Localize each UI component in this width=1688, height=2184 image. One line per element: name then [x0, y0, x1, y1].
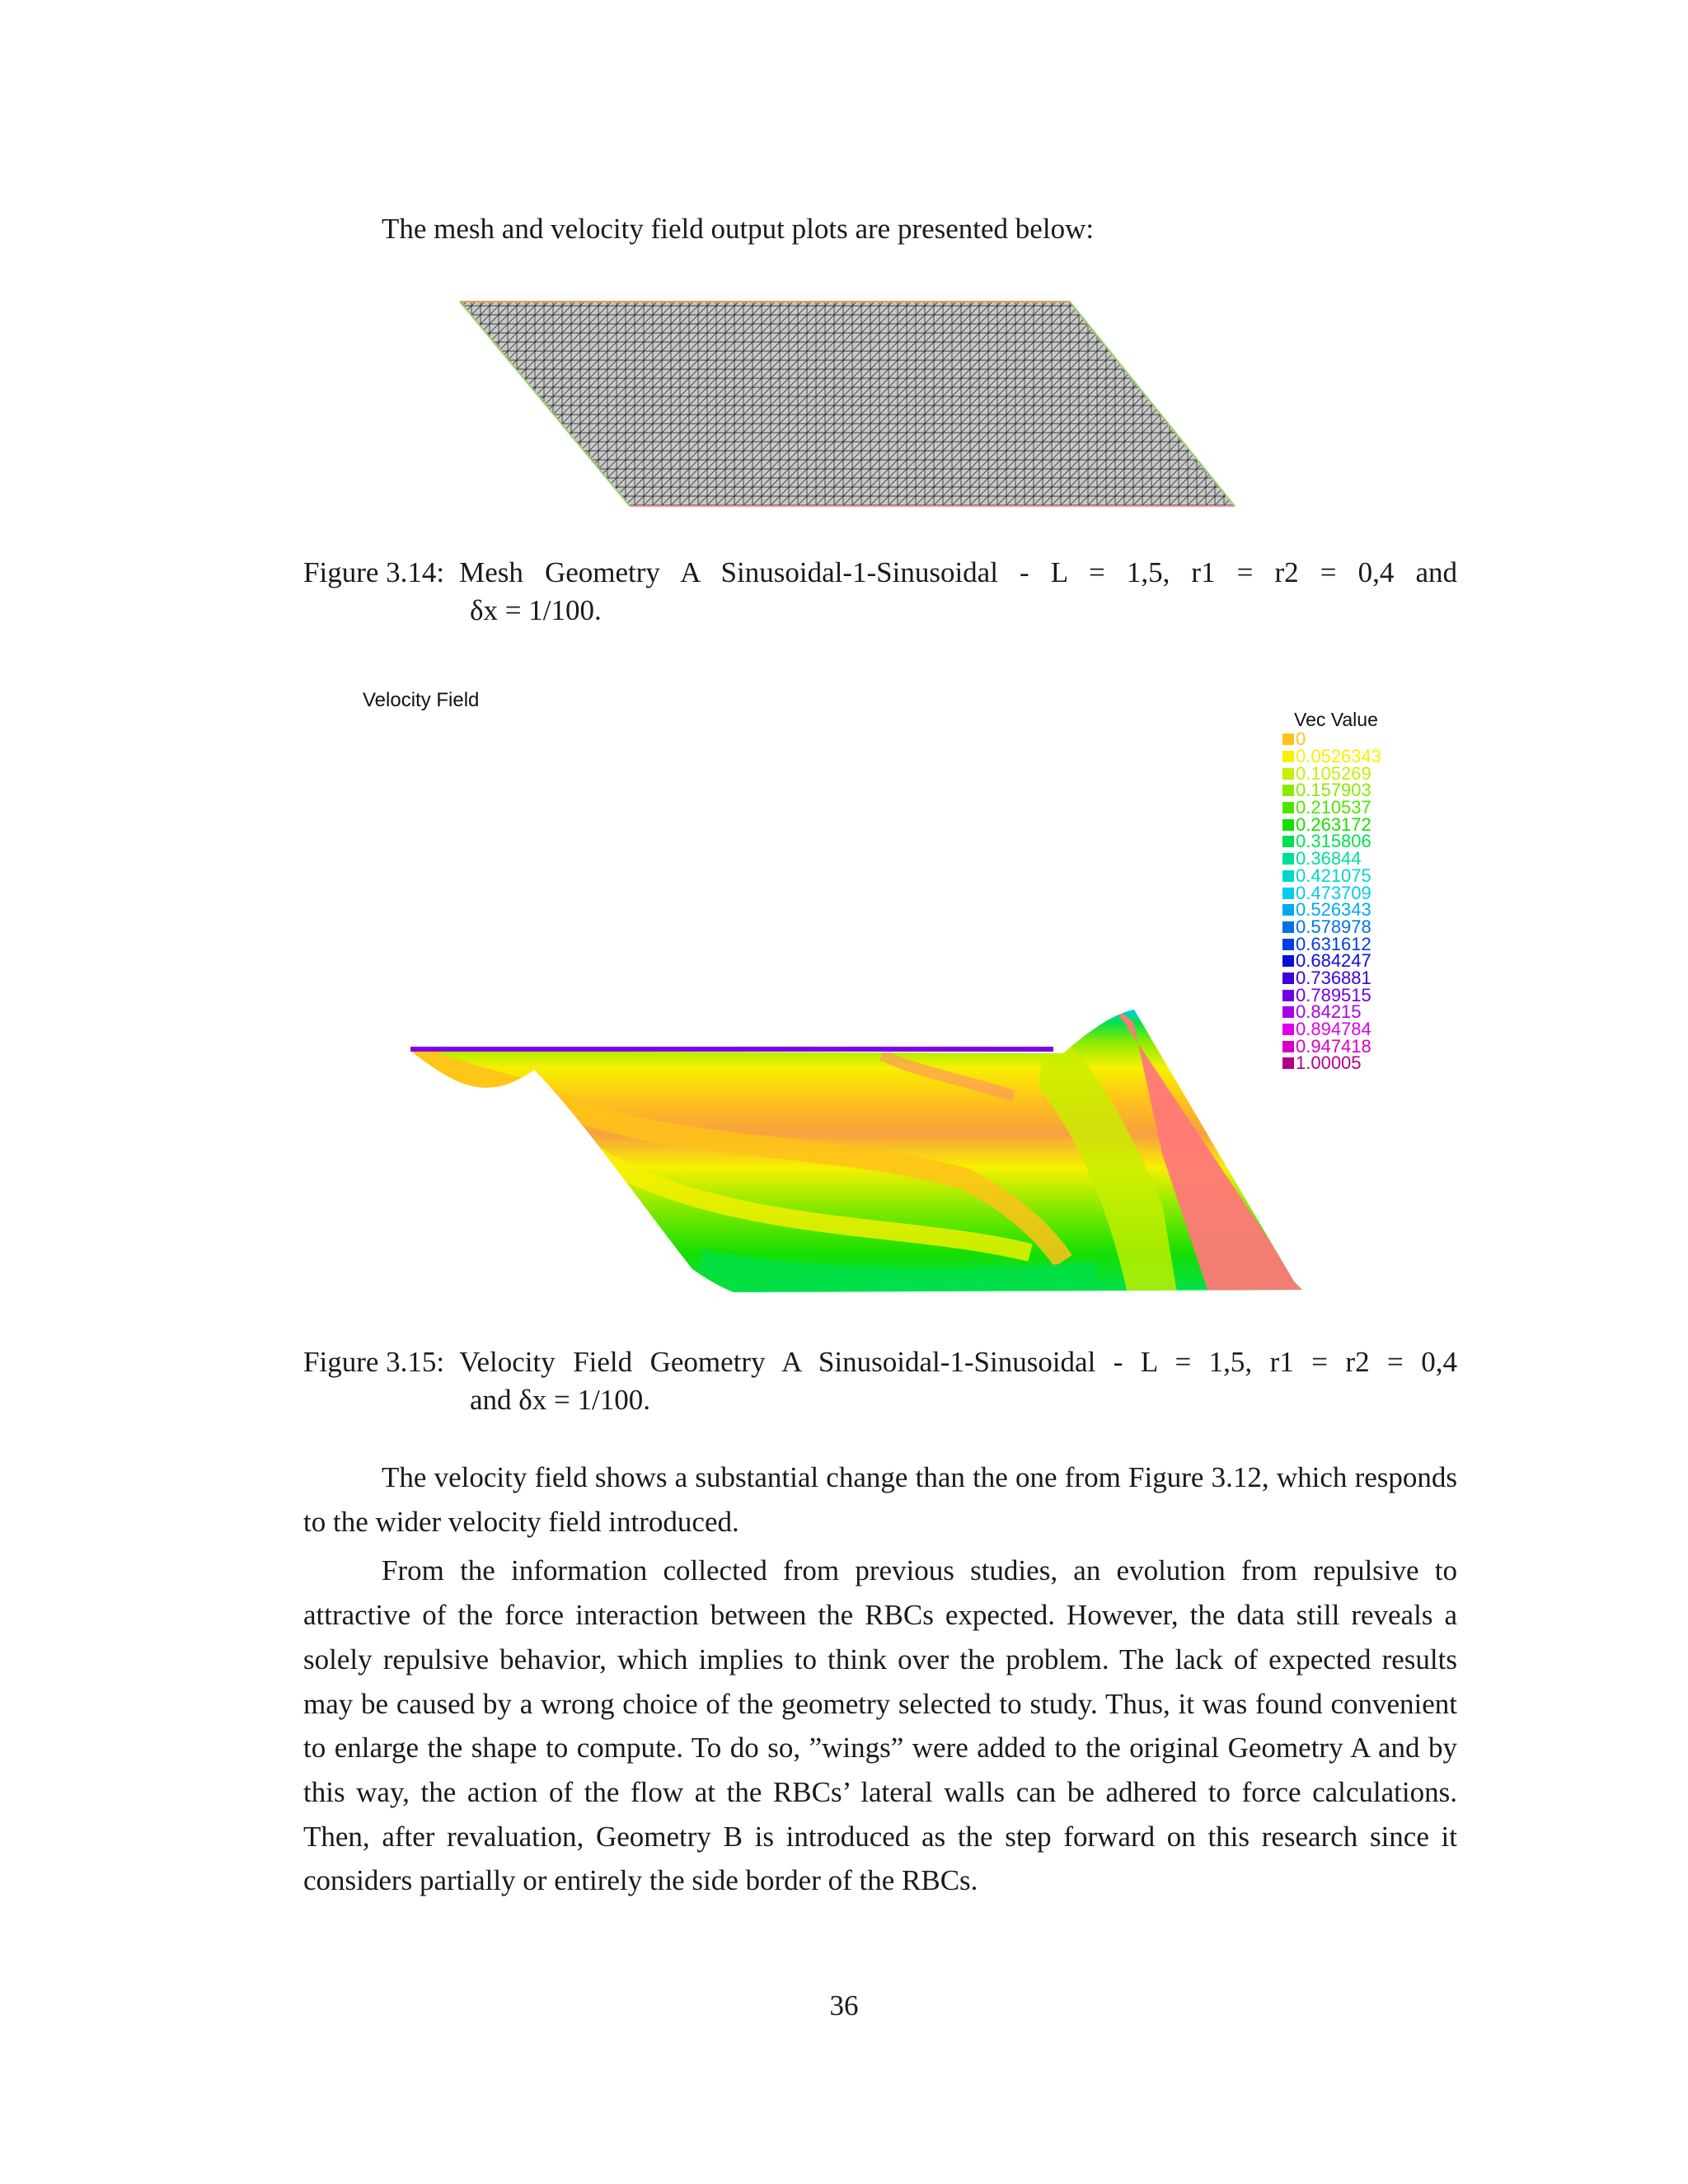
caption-text: Mesh Geometry A Sinusoidal-1-Sinusoidal - L = 1,5, r1 = r2 = 0,4 and — [459, 556, 1457, 588]
legend-value: 0.736881 — [1296, 967, 1372, 988]
legend-list — [1282, 731, 1381, 1072]
legend-value: 0.105269 — [1296, 762, 1372, 784]
legend-swatch — [1282, 939, 1294, 950]
legend-value: 0.526343 — [1296, 899, 1372, 921]
legend-value: 0.315806 — [1296, 831, 1372, 852]
legend-value: 0.0526343 — [1296, 746, 1381, 767]
velocity-legend — [1282, 709, 1381, 1072]
figure-3-14-caption — [303, 554, 1457, 630]
legend-swatch — [1282, 870, 1294, 882]
legend-value: 0.473709 — [1296, 882, 1372, 903]
legend-swatch — [1282, 751, 1294, 762]
legend-value: 0.263172 — [1296, 813, 1372, 835]
legend-value: 0.210537 — [1296, 797, 1372, 818]
legend-value: 0.894784 — [1296, 1019, 1372, 1040]
legend-value: 0.947418 — [1296, 1035, 1372, 1057]
legend-swatch — [1282, 955, 1294, 967]
legend-value: 0.578978 — [1296, 916, 1372, 937]
intro-text: The mesh and velocity field output plots are presented below: — [382, 213, 1095, 245]
legend-swatch — [1282, 921, 1294, 933]
legend-swatch — [1282, 836, 1294, 847]
legend-value: 0.684247 — [1296, 950, 1372, 972]
body-text — [303, 1455, 1457, 1903]
legend-swatch — [1282, 819, 1294, 831]
legend-value: 0.84215 — [1296, 1001, 1362, 1023]
legend-title: Vec Value — [1294, 709, 1378, 730]
legend-value: 0 — [1296, 729, 1306, 750]
figure-label: Figure 3.14: — [303, 556, 445, 588]
velocity-plot-title: Velocity Field — [363, 689, 480, 711]
caption-text-continued: δx = 1/100. — [470, 594, 602, 626]
paragraph: The velocity field shows a substantial change than the one from Figure 3.12, which responds to the wider velocity field introduced. — [303, 1461, 1457, 1538]
legend-value: 0.157903 — [1296, 780, 1372, 801]
legend-swatch — [1282, 802, 1294, 813]
velocity-field-plot — [387, 989, 1319, 1319]
legend-value: 0.631612 — [1296, 933, 1372, 954]
legend-swatch — [1282, 853, 1294, 865]
paragraph: From the information collected from previous studies, an evolution from repulsive to attractive of the force interaction between the RBCs expected. However, the data still reveals a solely repulsive behavior, which implies to think over the problem. The lack of expected results may be caused by a wrong choice of the geometry selected to study. Thus, it was found convenient to enlarge the shape to compute. To do so, ”wings” were added to the original Geometry A and by this way, the action of the flow at the RBCs’ lateral walls can be adhered to force calculations. Then, after revaluation, Geometry B is introduced as the step forward on this research since it considers partially or entirely the side border of the RBCs. — [303, 1554, 1457, 1897]
figure-3-15-caption — [303, 1343, 1457, 1419]
legend-value: 0.36844 — [1296, 848, 1362, 869]
caption-text-continued: and δx = 1/100. — [470, 1384, 650, 1416]
legend-item — [1282, 1052, 1381, 1074]
figure-label: Figure 3.15: — [303, 1346, 445, 1378]
mesh-geometry-figure — [453, 297, 1245, 511]
legend-swatch — [1282, 972, 1294, 984]
legend-swatch — [1282, 888, 1294, 899]
page-number: 36 — [829, 1990, 859, 2022]
legend-swatch — [1282, 904, 1294, 916]
caption-text: Velocity Field Geometry A Sinusoidal-1-Sinusoidal - L = 1,5, r1 = r2 = 0,4 — [459, 1346, 1457, 1378]
legend-swatch — [1282, 1024, 1294, 1035]
legend-swatch — [1282, 1006, 1294, 1018]
legend-value: 0.789515 — [1296, 984, 1372, 1005]
legend-swatch — [1282, 733, 1294, 745]
legend-swatch — [1282, 1041, 1294, 1052]
legend-value: 0.421075 — [1296, 865, 1372, 886]
legend-swatch — [1282, 990, 1294, 1001]
legend-value: 1.00005 — [1296, 1052, 1362, 1074]
legend-swatch — [1282, 768, 1294, 780]
legend-swatch — [1282, 785, 1294, 796]
legend-swatch — [1282, 1057, 1294, 1069]
